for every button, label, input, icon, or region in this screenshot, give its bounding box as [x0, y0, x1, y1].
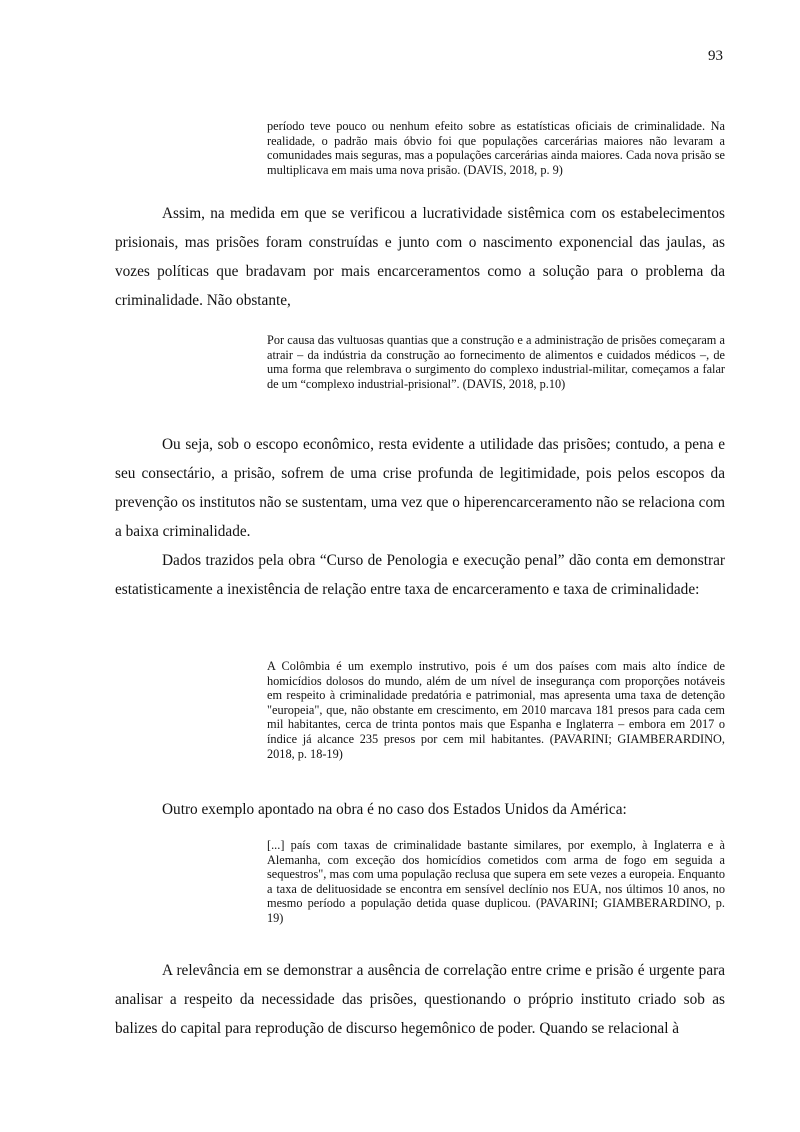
paragraph-text: Dados trazidos pela obra “Curso de Penologia e execução penal” dão conta em demonstrar estatisticamente a inexistência de relação entre taxa de encarceramento e taxa de criminalidade: — [115, 552, 725, 598]
block-quote-text: período teve pouco ou nenhum efeito sobre as estatísticas oficiais de criminalidade. Na realidade, o padrão mais óbvio foi que populações carcerárias maiores não levaram a comunidades mais seguras, mas a populações carcerárias ainda maiores. Cada nova prisão se multiplicava em mais uma nova prisão. (DAVIS, 2018, p. 9) — [267, 119, 725, 177]
paragraph-text: Outro exemplo apontado na obra é no caso dos Estados Unidos da América: — [162, 801, 627, 818]
block-quote-colombia — [267, 659, 725, 761]
paragraph-text: Assim, na medida em que se verificou a lucratividade sistêmica com os estabelecimentos prisionais, mas prisões foram construídas e junto com o nascimento exponencial das jaulas, as vozes políticas que bradavam por mais encarceramentos como a solução para o problema da criminalidade. Não obstante, — [115, 205, 725, 309]
block-quote-text: Por causa das vultuosas quantias que a construção e a administração de prisões começaram a atrair – da indústria da construção ao fornecimento de alimentos e cuidados médicos –, de uma forma que relembrava o surgimento do complexo industrial-militar, começamos a falar de um “complexo industrial-prisional”. (DAVIS, 2018, p.10) — [267, 333, 725, 391]
paragraph-lucratividade — [115, 199, 725, 315]
block-quote-davis-p10 — [267, 333, 725, 391]
block-quote-eua — [267, 838, 725, 926]
block-quote-text: A Colômbia é um exemplo instrutivo, pois é um dos países com mais alto índice de homicídios dolosos do mundo, além de um nível de insegurança com proporções notáveis em respeito à criminalidade predatória e patrimonial, mas apresenta uma taxa de detenção "europeia", que, não obstante em crescimento, em 2010 marcava 181 presos para cada cem mil habitantes, cerca de trinta pontos mais que Espanha e Inglaterra – embora em 2017 o índice já alcance 235 presos por cem mil habitantes. (PAVARINI; GIAMBERARDINO, 2018, p. 18-19) — [267, 659, 725, 761]
block-quote-davis-p9 — [267, 119, 725, 177]
block-quote-text: [...] país com taxas de criminalidade bastante similares, por exemplo, à Inglaterra e à Alemanha, com exceção dos homicídios cometidos com arma de fogo em seguida a sequestros", mas com uma população reclusa que supera em sete vezes a europeia. Enquanto a taxa de delituosidade se encontra em sensível declínio nos EUA, nos últimos 10 anos, no mesmo período a população detida quase duplicou. (PAVARINI; GIAMBERARDINO, p. 19) — [267, 838, 725, 925]
page-number: 93 — [708, 48, 723, 64]
paragraph-relevancia — [115, 956, 725, 1043]
paragraph-text: Ou seja, sob o escopo econômico, resta evidente a utilidade das prisões; contudo, a pena e seu consectário, a prisão, sofrem de uma crise profunda de legitimidade, pois pelos escopos da prevenção os institutos não se sustentam, uma vez que o hiperencarceramento não se relaciona com a baixa criminalidade. — [115, 436, 725, 540]
paragraph-escopo-economico — [115, 430, 725, 546]
paragraph-dados-penologia — [115, 546, 725, 604]
paragraph-estados-unidos — [115, 795, 725, 824]
paragraph-text: A relevância em se demonstrar a ausência de correlação entre crime e prisão é urgente para analisar a respeito da necessidade das prisões, questionando o próprio instituto criado sob as balizes do capital para reprodução de discurso hegemônico de poder. Quando se relacional à — [115, 962, 725, 1037]
